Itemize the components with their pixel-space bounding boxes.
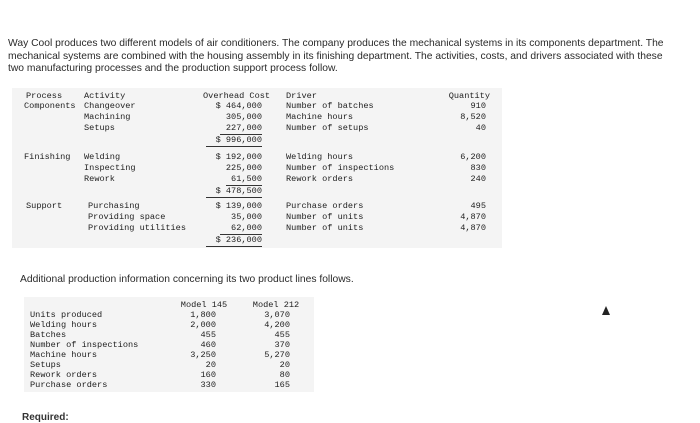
total-cost-components: $ 996,000 [206,135,262,147]
driver-cell: Number of units [286,212,364,222]
cost-cell: 35,000 [231,212,262,222]
row-label: Units produced [30,310,103,320]
quantity-cell: 6,200 [460,152,486,162]
model-145-value: 20 [205,360,216,370]
quantity-cell: 40 [475,123,486,133]
activity-cell: Providing utilities [88,223,186,233]
activity-cell: Setups [84,123,115,133]
header-model-145: Model 145 [180,300,228,310]
model-212-value: 165 [274,380,290,390]
model-212-value: 455 [274,330,290,340]
header-quantity: Quantity [448,91,490,101]
row-label: Welding hours [30,320,98,330]
row-label: Purchase orders [30,380,108,390]
model-212-value: 3,070 [264,310,290,320]
additional-info-text: Additional production information concerning its two product lines follows. [20,274,354,285]
quantity-cell: 8,520 [460,112,486,122]
activity-cell: Providing space [88,212,166,222]
quantity-cell: 240 [470,174,486,184]
model-145-value: 2,000 [190,320,216,330]
cost-cell: 225,000 [225,163,262,173]
model-145-value: 455 [200,330,216,340]
header-driver: Driver [286,91,317,101]
header-model-212: Model 212 [252,300,300,310]
activity-cell: Rework [84,174,115,184]
cost-cell: 61,500 [226,174,262,186]
row-label: Rework orders [30,370,98,380]
row-label: Number of inspections [30,340,139,350]
header-process: Process [26,91,63,101]
activity-cell: Machining [84,112,131,122]
header-overhead-cost: Overhead Cost [203,91,271,101]
model-212-value: 80 [279,370,290,380]
cost-cell: $ 464,000 [215,101,262,111]
header-activity: Activity [84,91,126,101]
problem-intro: Way Cool produces two different models of air conditioners. The company produces the mechanical systems in its components department. The mechanical systems are combined with the housing assembly in its finishing department. The activities, costs, and drivers associated with these two manufacturing processes and the production support process follow. [8,38,664,75]
driver-cell: Welding hours [286,152,354,162]
activity-cell: Purchasing [88,201,140,211]
model-212-value: 4,200 [264,320,290,330]
process-components: Components [24,101,76,111]
quantity-cell: 4,870 [460,223,486,233]
model-145-value: 3,250 [190,350,216,360]
quantity-cell: 495 [470,201,486,211]
activity-cell: Changeover [84,101,136,111]
mouse-cursor-icon [602,306,610,315]
model-212-value: 370 [274,340,290,350]
model-145-value: 460 [200,340,216,350]
quantity-cell: 910 [470,101,486,111]
activity-cell: Inspecting [84,163,136,173]
quantity-cell: 4,870 [460,212,486,222]
process-finishing: Finishing [24,152,71,162]
required-heading: Required: [22,412,69,423]
model-212-value: 20 [279,360,290,370]
activity-cell: Welding [84,152,121,162]
driver-cell: Number of units [286,223,364,233]
model-145-value: 1,800 [190,310,216,320]
process-support: Support [26,201,63,211]
cost-cell: $ 192,000 [215,152,262,162]
driver-cell: Rework orders [286,174,354,184]
driver-cell: Number of setups [286,123,369,133]
driver-cell: Purchase orders [286,201,364,211]
cost-cell: 305,000 [225,112,262,122]
model-212-value: 5,270 [264,350,290,360]
row-label: Machine hours [30,350,98,360]
quantity-cell: 830 [470,163,486,173]
driver-cell: Number of batches [286,101,374,111]
cost-cell: $ 139,000 [215,201,262,211]
model-145-value: 160 [200,370,216,380]
cost-cell: 227,000 [220,123,262,135]
driver-cell: Number of inspections [286,163,395,173]
model-145-value: 330 [200,380,216,390]
row-label: Setups [30,360,61,370]
row-label: Batches [30,330,67,340]
driver-cell: Machine hours [286,112,354,122]
total-cost-finishing: $ 478,500 [206,186,262,198]
cost-cell: 62,000 [220,223,262,235]
total-cost-support: $ 236,000 [206,235,262,247]
